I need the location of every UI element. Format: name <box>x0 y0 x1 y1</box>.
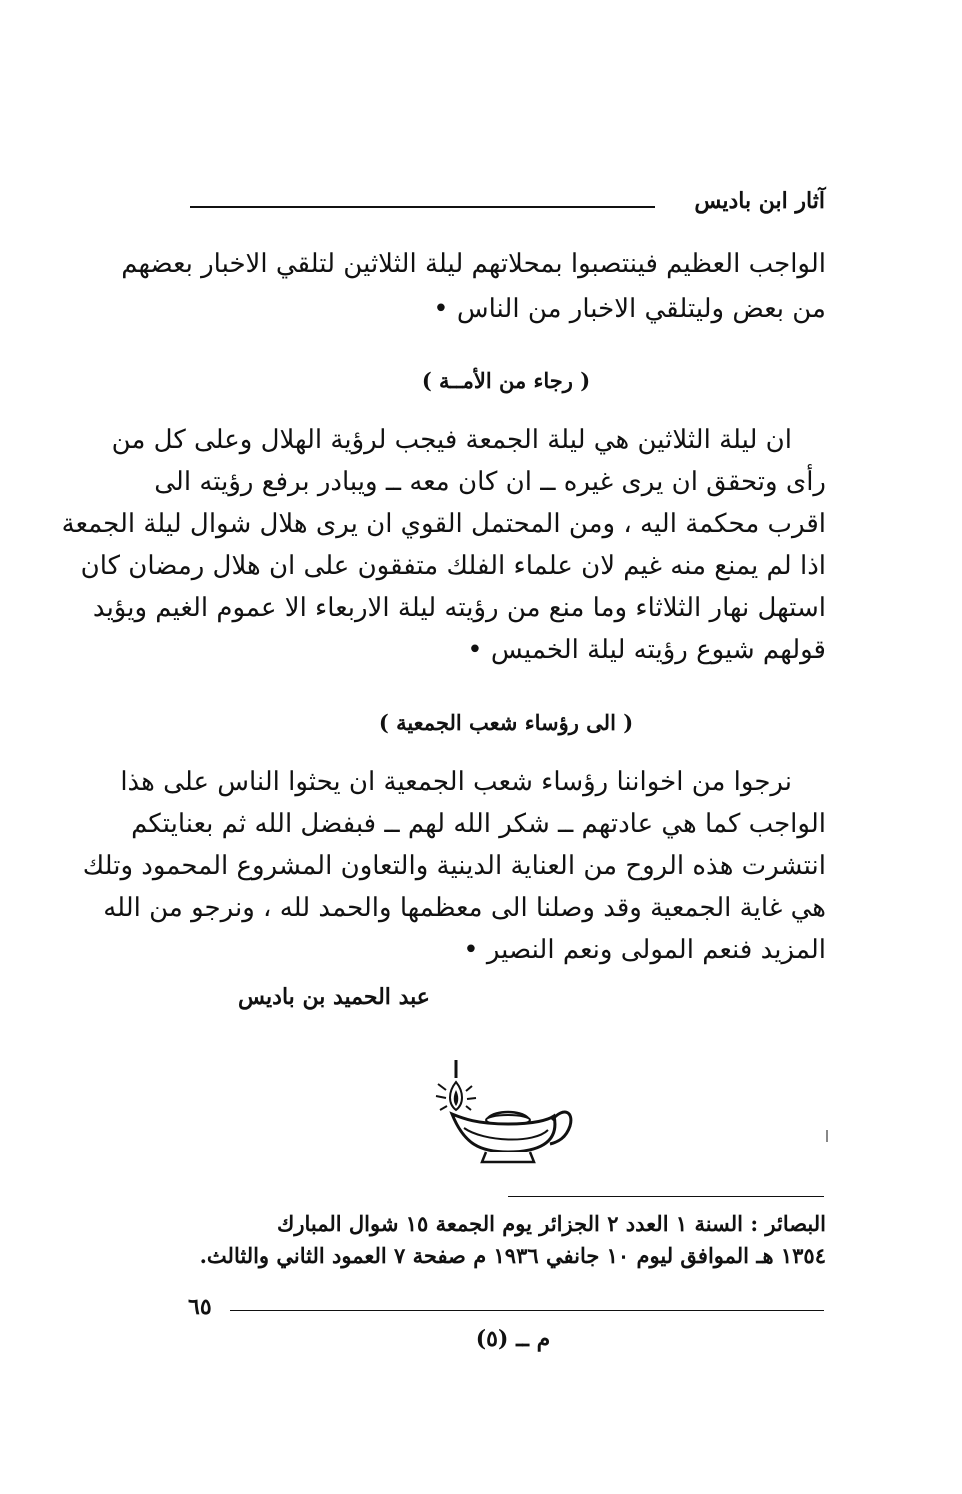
running-header <box>190 188 825 220</box>
text-line: الواجب كما هي عادتهم ــ شكر الله لهم ــ فبفضل الله ثم بعنايتكم <box>131 809 826 839</box>
printer-signature-mark: م ــ (٥) <box>475 1326 551 1352</box>
scan-speck <box>826 1130 828 1142</box>
section-heading-branch-leaders: ( الى رؤساء شعب الجمعية ) <box>378 710 634 735</box>
text-line: رأى وتحقق ان يرى غيره ــ ان كان معه ــ ويبادر برفع رؤيته الى <box>154 467 826 497</box>
text-line: من بعض وليتلقي الاخبار من الناس • <box>433 294 826 324</box>
footnote-line: البصائر : السنة ١ العدد ٢ الجزائر يوم الجمعة ١٥ شوال المبارك <box>277 1211 826 1236</box>
book-title: آثار ابن باديس <box>694 188 825 214</box>
footnote-rule <box>508 1196 824 1197</box>
text-line: المزيد فنعم المولى ونعم النصير • <box>463 935 826 965</box>
text-line: نرجوا من اخواننا رؤساء شعب الجمعية ان يحثوا الناس على هذا <box>120 767 792 797</box>
author-signature: عبد الحميد بن باديس <box>238 984 430 1010</box>
header-rule <box>190 206 655 208</box>
text-line: اقرب محكمة اليه ، ومن المحتمل القوي ان يرى هلال شوال ليلة الجمعة <box>61 509 826 539</box>
text-line: ان ليلة الثلاثين هي ليلة الجمعة فيجب لرؤية الهلال وعلى كل من <box>111 425 792 455</box>
footer-rule <box>230 1310 824 1311</box>
text-line: انتشرت هذه الروح من العناية الدينية والتعاون المشروع المحمود وتلك <box>82 851 826 881</box>
text-line: قولهم شيوع رؤيته ليلة الخميس • <box>467 635 826 665</box>
text-line: اذا لم يمنع منه غيم لان علماء الفلك متفقون على ان هلال رمضان كان <box>80 551 826 581</box>
page-number: ٦٥ <box>188 1294 212 1320</box>
section-heading-plea: ( رجاء من الأمــة ) <box>421 368 591 393</box>
oil-lamp-icon <box>424 1052 582 1168</box>
text-line: الواجب العظيم فينتصبوا بمحلاتهم ليلة الثلاثين لتلقي الاخبار بعضهم <box>121 249 826 279</box>
footnote-line: ١٣٥٤ هـ الموافق ليوم ١٠ جانفي ١٩٣٦ م صفحة ٧ العمود الثاني والثالث. <box>199 1243 826 1268</box>
text-line: هي غاية الجمعية وقد وصلنا الى معظمها والحمد لله ، ونرجو من الله <box>103 893 826 923</box>
text-line: استهل نهار الثلاثاء وما منع من رؤيته ليلة الاربعاء الا عموم الغيم ويؤيد <box>92 593 826 623</box>
